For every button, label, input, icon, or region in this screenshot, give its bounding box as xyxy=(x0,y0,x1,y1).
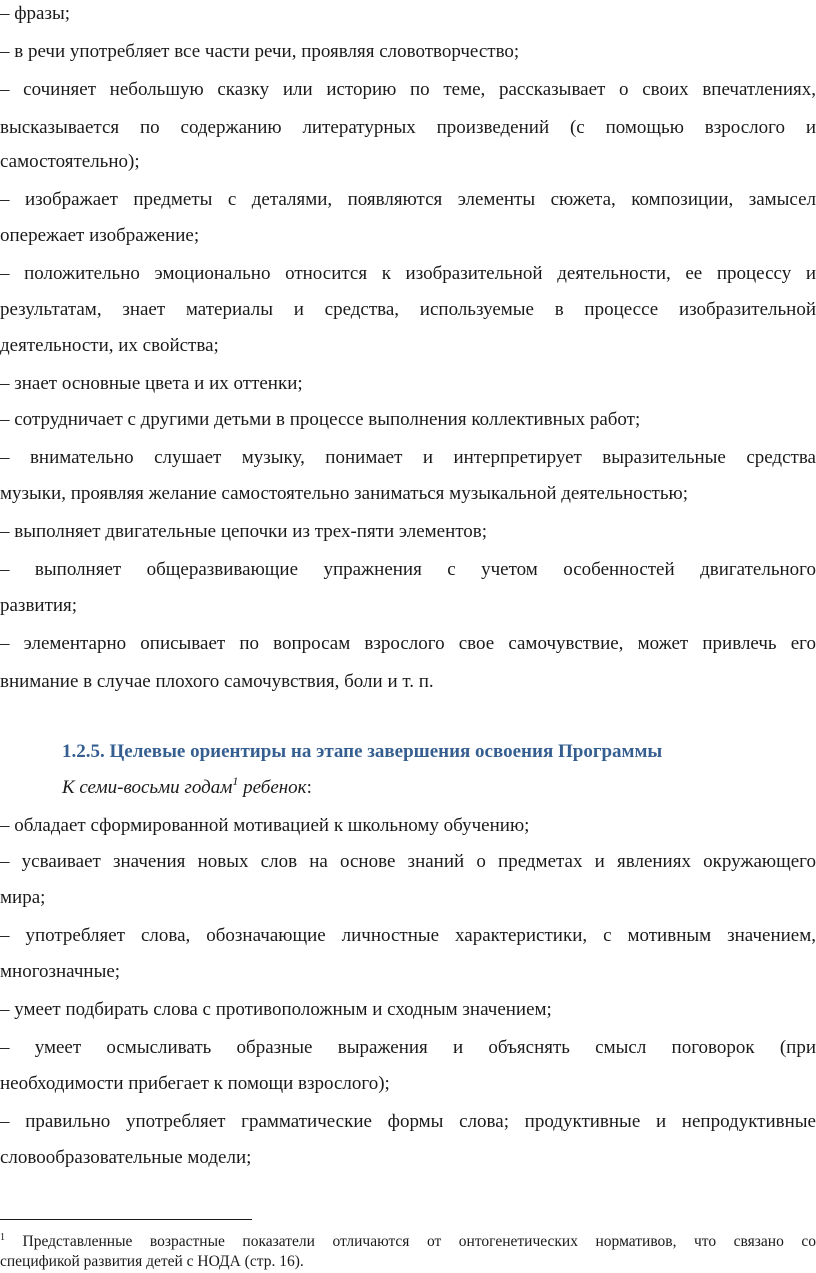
lead-text-2: ребенок xyxy=(238,777,307,798)
text-line: мира; xyxy=(0,887,46,908)
text-line: – в речи употребляет все части речи, проявляя словотворчество; xyxy=(0,41,520,62)
lead-colon: : xyxy=(306,777,312,798)
text-line: деятельности, их свойства; xyxy=(0,335,219,356)
text-line: словообразовательные модели; xyxy=(0,1147,252,1168)
footnote-text: Представленные возрастные показатели отличаются от онтогенетических нормативов, что связано со xyxy=(5,1233,816,1250)
text-line: – положительно эмоционально относится к изобразительной деятельности, ее процессу и xyxy=(0,263,816,284)
text-line: – выполняет двигательные цепочки из трех-пяти элементов; xyxy=(0,521,488,542)
text-line: многозначные; xyxy=(0,961,121,982)
text-line: самостоятельно); xyxy=(0,151,140,172)
text-line: – фразы; xyxy=(0,3,71,24)
text-line: музыки, проявляя желание самостоятельно заниматься музыкальной деятельностью; xyxy=(0,483,688,504)
footnote-reference: 1 xyxy=(232,774,239,788)
text-line: – выполняет общеразвивающие упражнения с учетом особенностей двигательного xyxy=(0,559,816,580)
text-line: внимание в случае плохого самочувствия, боли и т. п. xyxy=(0,671,434,692)
text-line: – сотрудничает с другими детьми в процессе выполнения коллективных работ; xyxy=(0,409,641,430)
section-heading: 1.2.5. Целевые ориентиры на этапе завершения освоения Программы xyxy=(62,741,663,762)
section-lead xyxy=(62,776,312,800)
text-line: – изображает предметы с деталями, появляются элементы сюжета, композиции, замысел xyxy=(0,189,816,210)
text-line: – правильно употребляет грамматические формы слова; продуктивные и непродуктивные xyxy=(0,1111,816,1132)
text-line: – элементарно описывает по вопросам взрослого свое самочувствие, может привлечь его xyxy=(0,633,816,654)
text-line: – внимательно слушает музыку, понимает и интерпретирует выразительные средства xyxy=(0,447,816,468)
text-line: необходимости прибегает к помощи взрослого); xyxy=(0,1073,390,1094)
text-line: – сочиняет небольшую сказку или историю по теме, рассказывает о своих впечатлениях, xyxy=(0,79,816,100)
text-line: развития; xyxy=(0,595,78,616)
text-line: – усваивает значения новых слов на основе знаний о предметах и явлениях окружающего xyxy=(0,851,816,872)
text-line: – умеет подбирать слова с противоположным и сходным значением; xyxy=(0,999,552,1020)
text-line: – знает основные цвета и их оттенки; xyxy=(0,373,303,394)
text-line: – умеет осмысливать образные выражения и объяснять смысл поговорок (при xyxy=(0,1037,816,1058)
text-line: – употребляет слова, обозначающие личностные характеристики, с мотивным значением, xyxy=(0,925,816,946)
footnote-separator xyxy=(0,1219,252,1220)
lead-text: К семи-восьми годам xyxy=(62,777,233,798)
text-line: результатам, знает материалы и средства, используемые в процессе изобразительной xyxy=(0,299,816,320)
text-line: высказывается по содержанию литературных произведений (с помощью взрослого и xyxy=(0,117,816,138)
text-line: опережает изображение; xyxy=(0,225,200,246)
footnote-line xyxy=(0,1232,816,1252)
footnote-line: спецификой развития детей с НОДА (стр. 16). xyxy=(0,1253,304,1270)
text-line: – обладает сформированной мотивацией к школьному обучению; xyxy=(0,815,530,836)
footnote-mark: 1 xyxy=(0,1232,5,1243)
